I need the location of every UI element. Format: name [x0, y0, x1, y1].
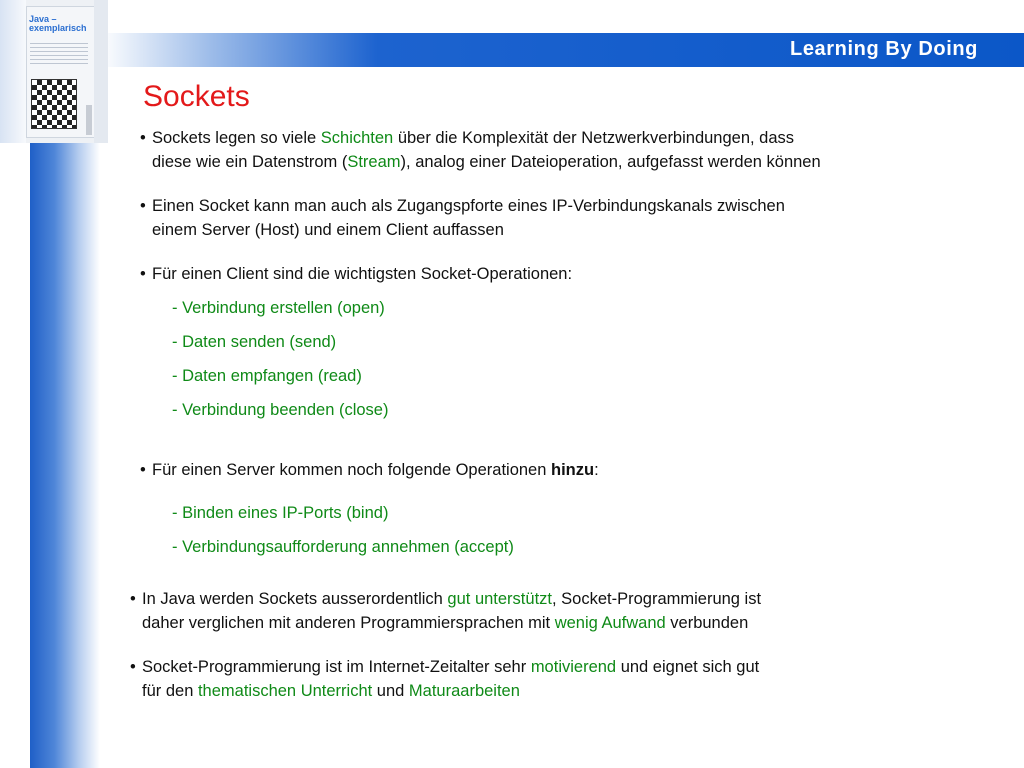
highlight-text: wenig Aufwand [554, 614, 666, 632]
bullet-text: Für einen Client sind die wichtigsten Socket-Operationen: [152, 265, 573, 283]
bullet-layers [140, 126, 821, 174]
bullet-text: , Socket-Programmierung ist [551, 590, 762, 608]
highlight-text: Maturaarbeiten [408, 682, 520, 700]
server-op-item: - Verbindungsaufforderung annehmen (accept) [172, 538, 514, 556]
bullet-text: Socket-Programmierung ist im Internet-Zeitalter sehr [142, 658, 531, 676]
highlight-text: Schichten [320, 129, 394, 147]
bullet-dot: • [130, 658, 136, 676]
bullet-text: über die Komplexität der Netzwerkverbindungen, dass [393, 129, 795, 147]
bullet-text: und eignet sich gut [616, 658, 760, 676]
bullet-text: Sockets legen so viele [152, 129, 321, 147]
client-op-item: - Daten empfangen (read) [172, 367, 362, 385]
slide-title: Sockets [143, 80, 250, 113]
bullet-text: ), analog einer Dateioperation, aufgefasst werden können [400, 153, 821, 171]
bold-text: hinzu [550, 461, 595, 479]
bullet-gateway [140, 194, 785, 242]
bullet-dot: • [140, 197, 146, 215]
client-op-item: - Verbindung erstellen (open) [172, 299, 385, 317]
bullet-continuation [130, 679, 759, 703]
book-text-lines [30, 43, 88, 65]
client-op-item: - Daten senden (send) [172, 333, 337, 351]
bullet-text: daher verglichen mit anderen Programmiersprachen mit [142, 614, 555, 632]
highlight-text: thematischen Unterricht [197, 682, 373, 700]
bullet-dot: • [140, 129, 146, 147]
bullet-java-support [130, 587, 761, 635]
bullet-text: diese wie ein Datenstrom ( [152, 153, 348, 171]
highlight-text: Stream [347, 153, 401, 171]
left-decorative-stripe [30, 140, 100, 768]
highlight-text: gut unterstützt [447, 590, 552, 608]
bullet-text: für den [142, 682, 198, 700]
bullet-continuation [130, 611, 761, 635]
highlight-text: motivierend [530, 658, 617, 676]
client-op-item: - Verbindung beenden (close) [172, 401, 389, 419]
book-edge [94, 0, 108, 143]
chessboard-illustration [31, 79, 77, 129]
bullet-text: : [594, 461, 599, 479]
book-title: Java – exemplarisch [29, 14, 87, 33]
server-op-item: - Binden eines IP-Ports (bind) [172, 504, 389, 522]
bullet-text: Einen Socket kann man auch als Zugangspforte eines IP-Verbindungskanals zwischen [152, 197, 785, 215]
bullet-text: verbunden [665, 614, 749, 632]
bullet-dot: • [140, 265, 146, 283]
bullet-client-ops [140, 262, 572, 286]
bullet-dot: • [130, 590, 136, 608]
bullet-text: In Java werden Sockets ausserordentlich [142, 590, 448, 608]
bullet-continuation: einem Server (Host) und einem Client auffassen [152, 221, 504, 239]
publisher-logo-mark [86, 105, 92, 135]
header-title: Learning By Doing [790, 38, 978, 60]
bullet-server-ops [140, 458, 599, 482]
book-cover-image [0, 0, 108, 143]
bullet-continuation [140, 150, 821, 174]
book-spine [0, 0, 26, 143]
bullet-text: und [372, 682, 409, 700]
bullet-dot: • [140, 461, 146, 479]
bullet-motivation [130, 655, 759, 703]
bullet-text: Für einen Server kommen noch folgende Operationen [152, 461, 551, 479]
header-band [100, 33, 1024, 67]
